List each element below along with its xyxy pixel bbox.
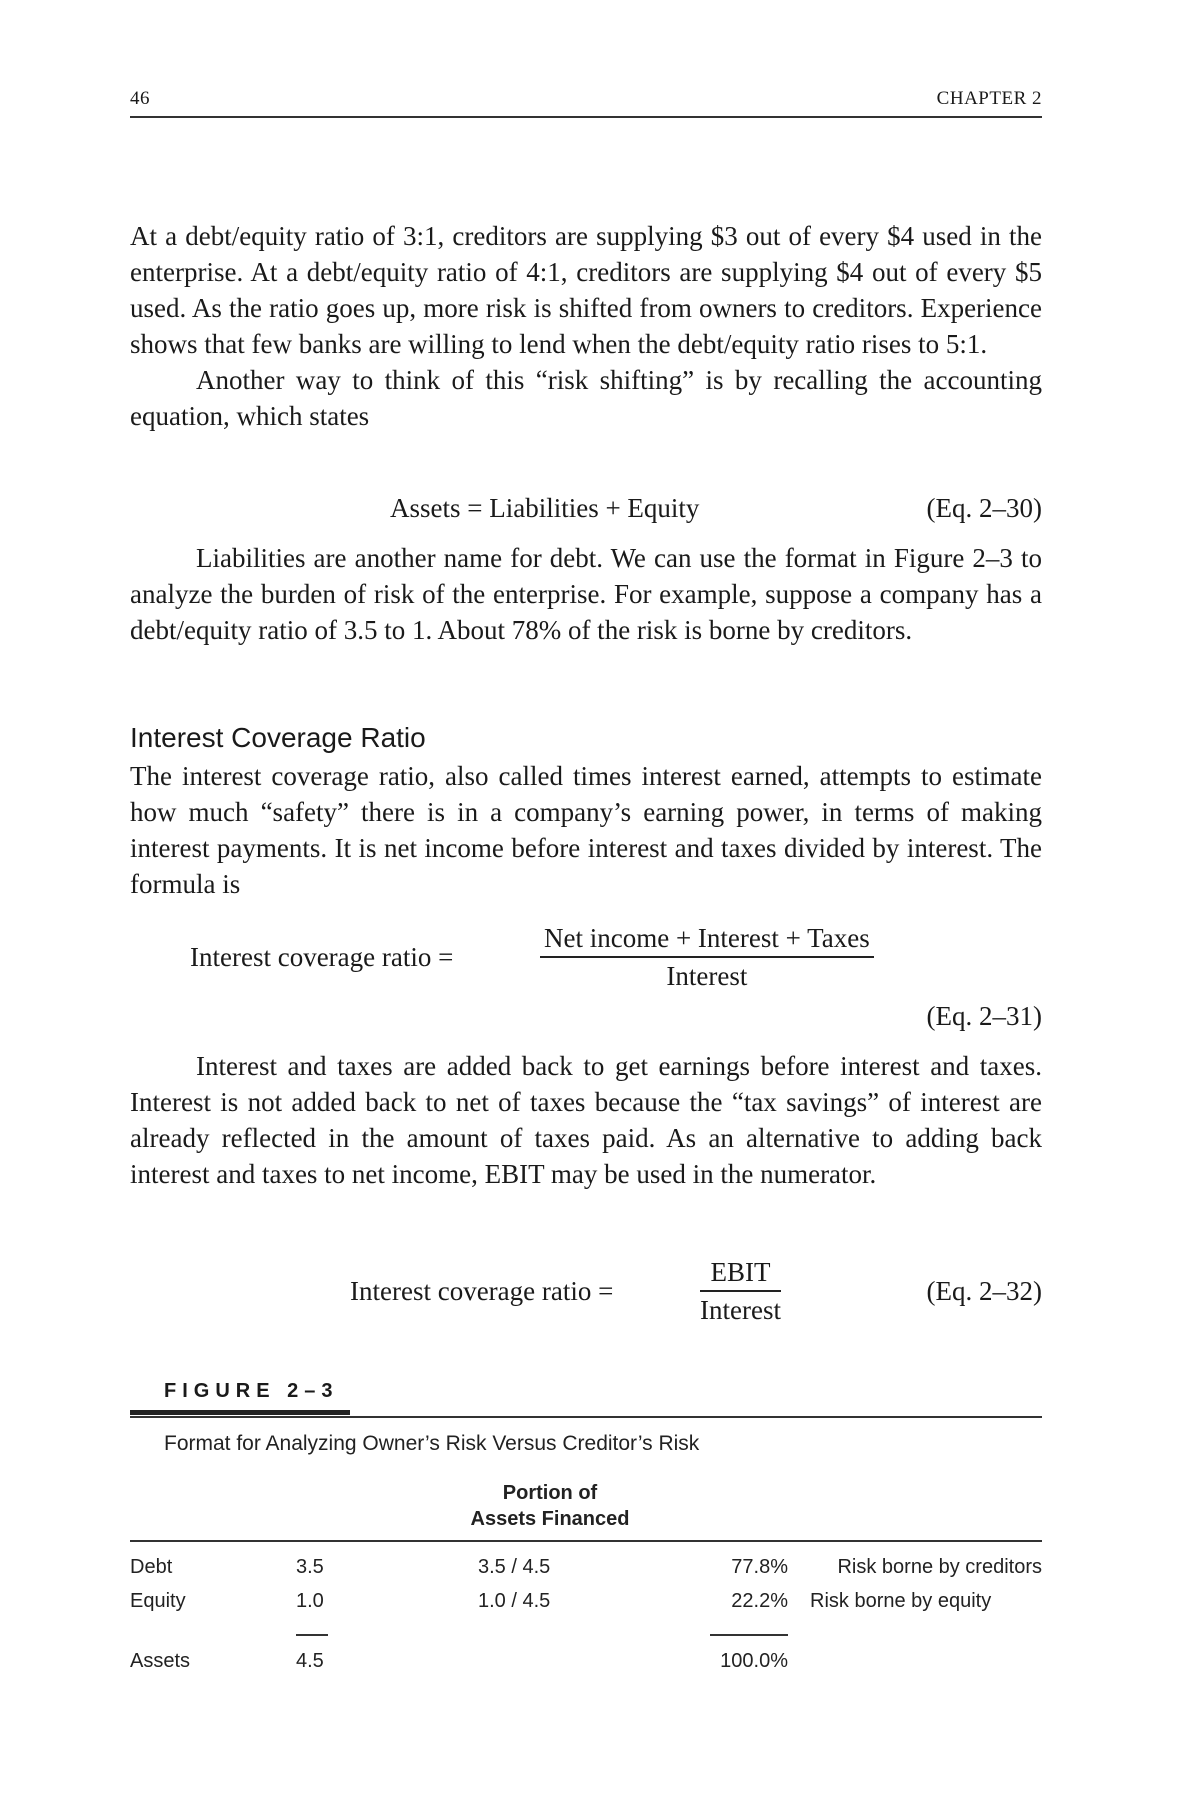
equation-2-31-numerator: Net income + Interest + Taxes <box>540 920 874 958</box>
equation-2-32-fraction <box>700 1254 781 1328</box>
equation-2-32 <box>130 1254 1042 1344</box>
equation-2-30-number: (Eq. 2–30) <box>926 493 1042 523</box>
equation-2-31-number-line <box>130 996 1042 1036</box>
row-debt-note: Risk borne by creditors <box>837 1556 1042 1578</box>
equation-2-30 <box>130 488 1042 528</box>
equation-2-32-numerator: EBIT <box>700 1254 781 1292</box>
equation-2-32-lhs: Interest coverage ratio = <box>350 1276 614 1306</box>
table-header-line-1: Portion of <box>502 1482 598 1504</box>
row-equity-percent: 22.2% <box>731 1590 788 1612</box>
paragraph-taxes-block <box>130 1048 1042 1192</box>
table-header-rule <box>130 1540 1042 1542</box>
row-equity-note: Risk borne by equity <box>810 1590 992 1612</box>
equation-2-31-lhs: Interest coverage ratio = <box>190 942 454 972</box>
paragraph-interest-coverage: The interest coverage ratio, also called times interest earned, attempts to estimate how much “safety” there is in a company’s earning power, in terms of making interest payments. It is net income before interest and taxes divided by interest. The formula is <box>130 761 1042 899</box>
row-debt-percent: 77.8% <box>731 1556 788 1578</box>
figure-label-bar <box>130 1410 350 1415</box>
book-page <box>130 0 1042 1800</box>
paragraph-interest-coverage-block <box>130 758 1042 902</box>
row-equity-ratio: 1.0 / 4.5 <box>478 1590 551 1612</box>
figure-caption: Format for Analyzing Owner’s Risk Versus Creditor’s Risk <box>164 1432 700 1455</box>
row-assets-label: Assets <box>130 1650 191 1672</box>
table-header-line-2: Assets Financed <box>470 1508 630 1530</box>
equation-2-32-denominator: Interest <box>700 1295 781 1325</box>
row-assets-value: 4.5 <box>296 1650 324 1672</box>
equation-2-31-number: (Eq. 2–31) <box>926 1001 1042 1031</box>
running-head <box>130 86 1042 118</box>
section-heading: Interest Coverage Ratio <box>130 722 426 753</box>
row-debt-value: 3.5 <box>296 1556 324 1578</box>
page-number: 46 <box>130 88 150 109</box>
chapter-label: CHAPTER 2 <box>936 88 1042 109</box>
paragraph-taxes: Interest and taxes are added back to get earnings before interest and taxes. Interest is not added back to net of taxes because the “tax savings” of interest are already reflected in the amount of taxes paid. As an alternative to adding back interest and taxes to net income, EBIT may be used in the numerator. <box>130 1051 1042 1189</box>
paragraph-debt-equity: At a debt/equity ratio of 3:1, creditors are supplying $3 out of every $4 used in the enterprise. At a debt/equity ratio of 4:1, creditors are supplying $4 out of every $5 used. As the ratio goes up, more risk is shifted from owners to creditors. Experience shows that few banks are willing to lend when the debt/equity ratio rises to 5:1. <box>130 221 1042 359</box>
row-equity-label: Equity <box>130 1590 186 1612</box>
row-debt-label: Debt <box>130 1556 173 1578</box>
figure-top-rule <box>130 1416 1042 1418</box>
risk-table <box>130 1480 1042 1680</box>
paragraph-liabilities: Liabilities are another name for debt. We can use the format in Figure 2–3 to analyze the burden of risk of the enterprise. For example, suppose a company has a debt/equity ratio of 3.5 to 1. About 78% of the risk is borne by creditors. <box>130 543 1042 645</box>
paragraph-risk-shifting: Another way to think of this “risk shifting” is by recalling the accounting equation, which states <box>130 365 1042 431</box>
equation-2-30-body: Assets = Liabilities + Equity <box>390 493 700 523</box>
value-sum-rule <box>296 1634 328 1636</box>
equation-2-32-number: (Eq. 2–32) <box>926 1276 1042 1306</box>
row-equity-value: 1.0 <box>296 1590 324 1612</box>
row-debt-ratio: 3.5 / 4.5 <box>478 1556 551 1578</box>
paragraph-1-block <box>130 218 1042 434</box>
equation-2-31-fraction <box>540 920 874 994</box>
equation-2-31-denominator: Interest <box>666 961 748 991</box>
figure-label: FIGURE 2–3 <box>164 1380 339 1402</box>
percent-sum-rule <box>710 1634 788 1636</box>
row-assets-percent: 100.0% <box>720 1650 788 1672</box>
paragraph-liabilities-block <box>130 540 1042 648</box>
